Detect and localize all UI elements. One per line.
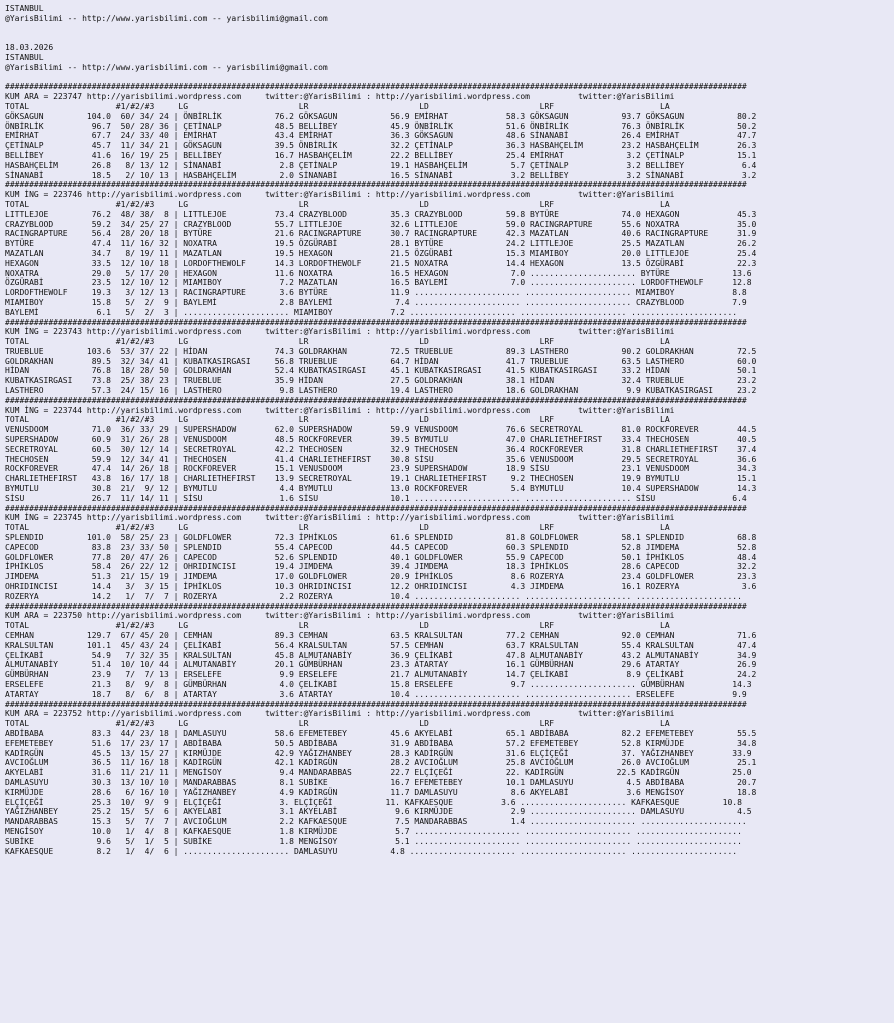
report-line: JIMDEMA 51.3 21/ 15/ 19 | JIMDEMA 17.0 GOLDFLOWER 20.9 İPHİKLOS 8.6 ROZERYA 23.4 GOLDFLOWER 23.3 [5, 572, 757, 582]
report-line: LITTLEJOE 76.2 48/ 38/ 8 | LITTLEJOE 73.4 CRAZYBLOOD 35.3 CRAZYBLOOD 59.8 BYTÜRE 74.0 HEXAGON 45.3 [5, 209, 757, 219]
report-line: CRAZYBLOOD 59.2 34/ 25/ 27 | CRAZYBLOOD 55.7 LITTLEJOE 32.6 LITTLEJOE 59.0 RACINGRAPTURE 55.6 NOXATRA 35.0 [5, 219, 757, 229]
report-line: HEXAGON 33.5 12/ 10/ 18 | LORDOFTHEWOLF 14.3 LORDOFTHEWOLF 21.5 NOXATRA 14.4 HEXAGON 13.5 ÖZGÜRABİ 22.3 [5, 258, 757, 268]
report-line: KIRMÜJDE 28.6 6/ 16/ 10 | YAĞIZHANBEY 4.9 KADİRGÜN 11.7 DAMLASUYU 8.6 AKYELABİ 3.6 MENGİSOY 18.8 [5, 787, 757, 797]
report-line: KUM İNG = 223743 http://yarisbilimi.wordpress.com twitter:@YarisBilimi : http://yarisbilimi.wordpress.com twitter:@YarisBilimi [5, 327, 675, 337]
report-line: ISTANBUL [5, 52, 44, 62]
report-line: HİDAN 76.8 18/ 28/ 50 | GOLDRAKHAN 52.4 KUBATKASIRGASI 45.1 KUBATKASIRGASI 41.5 KUBATKASIRGASI 33.2 HİDAN 50.1 [5, 366, 757, 376]
report-line: KUM ARA = 223747 http://yarisbilimi.wordpress.com twitter:@YarisBilimi : http://yarisbilimi.wordpress.com twitter:@YarisBilimi [5, 92, 675, 102]
report-line [5, 24, 891, 34]
report-line: YAĞIZHANBEY 25.2 15/ 5/ 6 | AKYELABİ 3.1 AKYELABİ 9.6 KIRMÜJDE 2.9 ...................... DAMLASUYU 4.5 [5, 807, 752, 817]
race-report-document [5, 4, 891, 856]
report-line: TOTAL #1/#2/#3 LG LR LD LRF LA [5, 523, 670, 533]
report-line: MENGİSOY 10.0 1/ 4/ 8 | KAFKAESQUE 1.8 KIRMÜJDE 5.7 ...................... ...................... ...................... [5, 826, 742, 836]
report-line: ABDİBABA 83.3 44/ 23/ 18 | DAMLASUYU 58.6 EFEMETEBEY 45.6 AKYELABİ 65.1 ABDİBABA 82.2 EFEMETEBEY 55.5 [5, 728, 757, 738]
report-line: HASBAHÇELİM 26.8 8/ 13/ 12 | SİNANABİ 2.8 ÇETİNALP 19.1 HASBAHÇELİM 5.7 ÇETİNALP 3.2 BELLİBEY 6.4 [5, 160, 757, 170]
report-line: KADİRGÜN 45.5 13/ 15/ 27 | KIRMÜJDE 42.9 YAĞIZHANBEY 28.3 KADİRGÜN 31.6 ELÇİÇEĞİ 37. YAĞIZHANBEY 33.9 [5, 748, 752, 758]
report-line: KUM İNG = 223744 http://yarisbilimi.wordpress.com twitter:@YarisBilimi : http://yarisbilimi.wordpress.com twitter:@YarisBilimi [5, 405, 675, 415]
report-line: ########################################################################################################################################################## [5, 699, 747, 709]
report-line [5, 73, 891, 83]
report-line: NOXATRA 29.0 5/ 17/ 20 | HEXAGON 11.6 NOXATRA 16.5 HEXAGON 7.0 ...................... BYTÜRE 13.6 [5, 268, 752, 278]
report-line: EMİRHAT 67.7 24/ 33/ 40 | EMİRHAT 43.4 EMİRHAT 36.3 GÖKSAGUN 48.6 SİNANABİ 26.4 EMİRHAT 47.7 [5, 131, 757, 141]
report-line: BELLİBEY 41.6 16/ 19/ 25 | BELLİBEY 16.7 HASBAHÇELİM 22.2 BELLİBEY 25.4 EMİRHAT 3.2 ÇETİNALP 15.1 [5, 150, 757, 160]
report-line: KUBATKASIRGASI 73.8 25/ 38/ 23 | TRUEBLUE 35.9 HİDAN 27.5 GOLDRAKHAN 38.1 HİDAN 32.4 TRUEBLUE 23.2 [5, 376, 757, 386]
report-line: GÖKSAGUN 104.0 60/ 34/ 24 | ÖNBİRLİK 76.2 GÖKSAGUN 56.9 EMİRHAT 58.3 GÖKSAGUN 93.7 GÖKSAGUN 80.2 [5, 111, 757, 121]
report-line: 18.03.2026 [5, 43, 54, 53]
report-line: CAPECOD 83.8 23/ 33/ 50 | SPLENDID 55.4 CAPECOD 44.5 CAPECOD 60.3 SPLENDID 52.8 JIMDEMA 52.8 [5, 542, 757, 552]
report-line: SUPERSHADOW 60.9 31/ 26/ 28 | VENUSDOOM 48.5 ROCKFOREVER 39.5 BYMUTLU 47.0 CHARLIETHEFIRST 33.4 THECHOSEN 40.5 [5, 435, 757, 445]
report-line: KUM İNG = 223746 http://yarisbilimi.wordpress.com twitter:@YarisBilimi : http://yarisbilimi.wordpress.com twitter:@YarisBilimi [5, 190, 675, 200]
report-line: SUBİKE 9.6 5/ 1/ 5 | SUBİKE 1.8 MENGİSOY 5.1 ...................... ...................... ...................... [5, 836, 742, 846]
report-line: ROCKFOREVER 47.4 14/ 26/ 18 | ROCKFOREVER 15.1 VENUSDOOM 23.9 SUPERSHADOW 18.9 SİSU 23.1 VENUSDOOM 34.3 [5, 464, 757, 474]
report-line: CEMHAN 129.7 67/ 45/ 20 | CEMHAN 89.3 CEMHAN 63.5 KRALSULTAN 77.2 CEMHAN 92.0 CEMHAN 71.6 [5, 631, 757, 640]
report-line: RACINGRAPTURE 56.4 28/ 20/ 18 | BYTÜRE 21.6 RACINGRAPTURE 30.7 RACINGRAPTURE 42.3 MAZATLAN 40.6 RACINGRAPTURE 31.9 [5, 229, 757, 239]
report-line: @YarisBilimi -- http://www.yarisbilimi.com -- yarisbilimi@gmail.com [5, 62, 328, 72]
report-line: BYMUTLU 30.8 21/ 9/ 12 | BYMUTLU 4.4 BYMUTLU 13.0 ROCKFOREVER 5.4 BYMUTLU 10.4 SUPERSHADOW 14.3 [5, 484, 757, 494]
report-line: ERSELEFE 21.3 8/ 9/ 8 | GÜMBÜRHAN 4.0 ÇELİKABİ 15.8 ERSELEFE 9.7 ...................... GÜMBÜRHAN 14.3 [5, 679, 752, 689]
report-line: @YarisBilimi -- http://www.yarisbilimi.com -- yarisbilimi@gmail.com [5, 13, 328, 23]
report-line: TOTAL #1/#2/#3 LG LR LD LRF LA [5, 337, 670, 347]
report-line: KAFKAESQUE 8.2 1/ 4/ 6 | ...................... DAMLASUYU 4.8 ...................... ...................... ...................... [5, 846, 738, 856]
report-line: ATARTAY 18.7 8/ 6/ 8 | ATARTAY 3.6 ATARTAY 10.4 ...................... ...................... ERSELEFE 9.9 [5, 689, 747, 699]
report-line: SİSU 26.7 11/ 14/ 11 | SİSU 1.6 SİSU 10.1 ...................... ...................... SİSU 6.4 [5, 493, 747, 503]
report-line: İPHİKLOS 58.4 26/ 22/ 12 | OHRIDINCISI 19.4 JIMDEMA 39.4 JIMDEMA 18.3 İPHİKLOS 28.6 CAPECOD 32.2 [5, 562, 757, 572]
report-line: SPLENDID 101.0 58/ 25/ 23 | GOLDFLOWER 72.3 İPHİKLOS 61.6 SPLENDID 81.8 GOLDFLOWER 58.1 SPLENDID 68.8 [5, 533, 757, 543]
report-line: ISTANBUL [5, 4, 44, 13]
report-line: ELÇİÇEĞİ 25.3 10/ 9/ 9 | ELÇİÇEĞİ 3. ELÇİÇEĞİ 11. KAFKAESQUE 3.6 ...................... KAFKAESQUE 10.8 [5, 797, 742, 807]
report-line: KUM İNG = 223745 http://yarisbilimi.wordpress.com twitter:@YarisBilimi : http://yarisbilimi.wordpress.com twitter:@YarisBilimi [5, 513, 675, 523]
report-line: TOTAL #1/#2/#3 LG LR LD LRF LA [5, 621, 670, 631]
report-line: THECHOSEN 59.9 12/ 34/ 41 | THECHOSEN 41.4 CHARLIETHEFIRST 30.8 SİSU 35.6 VENUSDOOM 29.5 SECRETROYAL 36.6 [5, 454, 757, 464]
report-line: OHRIDINCISI 14.4 3/ 3/ 15 | İPHİKLOS 10.3 OHRIDINCISI 12.2 OHRIDINCISI 4.3 JIMDEMA 16.1 ROZERYA 3.6 [5, 582, 757, 592]
report-line: MAZATLAN 34.7 8/ 19/ 11 | MAZATLAN 19.5 HEXAGON 21.5 ÖZGÜRABİ 15.3 MIAMIBOY 20.0 LITTLEJOE 25.4 [5, 248, 757, 258]
report-line: MANDARABBAS 15.3 5/ 7/ 7 | AVCIOĞLUM 2.2 KAFKAESQUE 7.5 MANDARABBAS 1.4 ...................... ...................... [5, 817, 747, 827]
report-line: EFEMETEBEY 51.6 17/ 23/ 17 | ABDİBABA 50.5 ABDİBABA 31.9 ABDİBABA 57.2 EFEMETEBEY 52.8 KIRMÜJDE 34.8 [5, 738, 757, 748]
report-line: AKYELABİ 31.6 11/ 21/ 11 | MENGİSOY 9.4 MANDARABBAS 22.7 ELÇİÇEĞİ 22. KADİRGÜN 22.5 KADİRGÜN 25.0 [5, 768, 752, 778]
report-line: KUM ARA = 223752 http://yarisbilimi.wordpress.com twitter:@YarisBilimi : http://yarisbilimi.wordpress.com twitter:@YarisBilimi [5, 709, 675, 719]
report-line: LASTHERO 57.3 24/ 15/ 16 | LASTHERO 9.8 LASTHERO 19.4 LASTHERO 18.6 GOLDRAKHAN 9.9 KUBATKASIRGASI 23.2 [5, 386, 757, 396]
report-line: ÖZGÜRABİ 23.5 12/ 10/ 12 | MIAMIBOY 7.2 MAZATLAN 16.5 BAYLEMİ 7.0 ...................... LORDOFTHEWOLF 12.8 [5, 278, 752, 288]
report-line: KUM ARA = 223750 http://yarisbilimi.wordpress.com twitter:@YarisBilimi : http://yarisbilimi.wordpress.com twitter:@YarisBilimi [5, 611, 675, 621]
report-line: TRUEBLUE 103.6 53/ 37/ 22 | HİDAN 74.3 GOLDRAKHAN 72.5 TRUEBLUE 89.3 LASTHERO 90.2 GOLDRAKHAN 72.5 [5, 346, 757, 356]
report-line: DAMLASUYU 30.3 13/ 10/ 10 | MANDARABBAS 8.1 SUBİKE 16.7 EFEMETEBEY 10.1 DAMLASUYU 4.5 ABDİBABA 20.7 [5, 777, 757, 787]
report-line: ÖNBİRLİK 96.7 50/ 28/ 36 | ÇETİNALP 48.5 BELLİBEY 45.9 ÖNBİRLİK 51.6 ÖNBİRLİK 76.3 ÖNBİRLİK 50.2 [5, 121, 757, 131]
report-line: ########################################################################################################################################################## [5, 317, 747, 327]
report-line: AVCIOĞLUM 36.5 11/ 16/ 18 | KADİRGÜN 42.1 KADİRGÜN 28.2 AVCIOĞLUM 25.8 AVCIOĞLUM 26.0 AVCIOĞLUM 25.1 [5, 758, 757, 768]
report-line: SECRETROYAL 60.5 30/ 12/ 14 | SECRETROYAL 42.2 THECHOSEN 32.9 THECHOSEN 36.4 ROCKFOREVER 31.8 CHARLIETHEFIRST 37.4 [5, 444, 757, 454]
report-line: LORDOFTHEWOLF 19.3 3/ 12/ 13 | RACINGRAPTURE 3.6 BYTÜRE 11.9 ...................... ...................... MIAMIBOY 8.8 [5, 288, 747, 298]
report-line: KRALSULTAN 101.1 45/ 43/ 24 | ÇELİKABİ 56.4 KRALSULTAN 57.5 CEMHAN 63.7 KRALSULTAN 55.4 KRALSULTAN 47.4 [5, 640, 757, 650]
report-line: VENUSDOOM 71.0 36/ 33/ 29 | SUPERSHADOW 62.0 SUPERSHADOW 59.9 VENUSDOOM 76.6 SECRETROYAL 81.0 ROCKFOREVER 44.5 [5, 425, 757, 435]
report-line: BYTÜRE 47.4 11/ 16/ 32 | NOXATRA 19.5 ÖZGÜRABİ 28.1 BYTÜRE 24.2 LITTLEJOE 25.5 MAZATLAN 26.2 [5, 239, 757, 249]
report-line: GOLDRAKHAN 89.5 32/ 34/ 41 | KUBATKASIRGASI 56.8 TRUEBLUE 64.7 HİDAN 41.7 TRUEBLUE 63.5 LASTHERO 60.0 [5, 356, 757, 366]
report-line: SİNANABİ 18.5 2/ 10/ 13 | HASBAHÇELİM 2.0 SİNANABİ 16.5 SİNANABİ 3.2 BELLİBEY 3.2 SİNANABİ 3.2 [5, 170, 757, 180]
report-line: GOLDFLOWER 77.8 20/ 47/ 26 | CAPECOD 52.6 SPLENDID 40.1 GOLDFLOWER 55.9 CAPECOD 50.1 İPHİKLOS 48.4 [5, 552, 757, 562]
report-line: BAYLEMİ 6.1 5/ 2/ 3 | ...................... MIAMIBOY 7.2 ...................... ...................... ...................... [5, 307, 738, 317]
report-line: TOTAL #1/#2/#3 LG LR LD LRF LA [5, 415, 670, 425]
report-line: ########################################################################################################################################################## [5, 180, 747, 190]
report-line: TOTAL #1/#2/#3 LG LR LD LRF LA [5, 101, 670, 111]
report-line [5, 33, 891, 43]
report-line: CHARLIETHEFIRST 43.8 16/ 17/ 18 | CHARLIETHEFIRST 13.9 SECRETROYAL 19.1 CHARLIETHEFIRST 9.2 THECHOSEN 19.9 BYMUTLU 15.1 [5, 474, 757, 484]
report-line: TOTAL #1/#2/#3 LG LR LD LRF LA [5, 719, 670, 729]
report-line: GÜMBÜRHAN 23.9 7/ 7/ 13 | ERSELEFE 9.9 ERSELEFE 21.7 ALMUTANABİY 14.7 ÇELİKABİ 8.9 ÇELİKABİ 24.2 [5, 670, 757, 680]
report-line: MIAMIBOY 15.8 5/ 2/ 9 | BAYLEMİ 2.8 BAYLEMİ 7.4 ...................... ...................... CRAZYBLOOD 7.9 [5, 297, 747, 307]
report-line: ########################################################################################################################################################## [5, 395, 747, 405]
report-line: ÇELİKABİ 54.9 7/ 32/ 35 | KRALSULTAN 45.8 ALMUTANABİY 36.9 ÇELİKABİ 47.8 ALMUTANABİY 43.2 ALMUTANABİY 34.9 [5, 650, 757, 660]
report-line: TOTAL #1/#2/#3 LG LR LD LRF LA [5, 199, 670, 209]
report-line: ########################################################################################################################################################## [5, 82, 747, 92]
report-line: ÇETİNALP 45.7 11/ 34/ 21 | GÖKSAGUN 39.5 ÖNBİRLİK 32.2 ÇETİNALP 36.3 HASBAHÇELİM 23.2 HASBAHÇELİM 26.3 [5, 141, 757, 151]
report-line: ########################################################################################################################################################## [5, 601, 747, 611]
report-line: ROZERYA 14.2 1/ 7/ 7 | ROZERYA 2.2 ROZERYA 10.4 ...................... ...................... ...................... [5, 591, 742, 601]
report-line: ALMUTANABİY 51.4 10/ 10/ 44 | ALMUTANABİY 20.1 GÜMBÜRHAN 23.3 ATARTAY 16.1 GÜMBÜRHAN 29.6 ATARTAY 26.9 [5, 660, 757, 670]
report-line: ########################################################################################################################################################## [5, 503, 747, 513]
